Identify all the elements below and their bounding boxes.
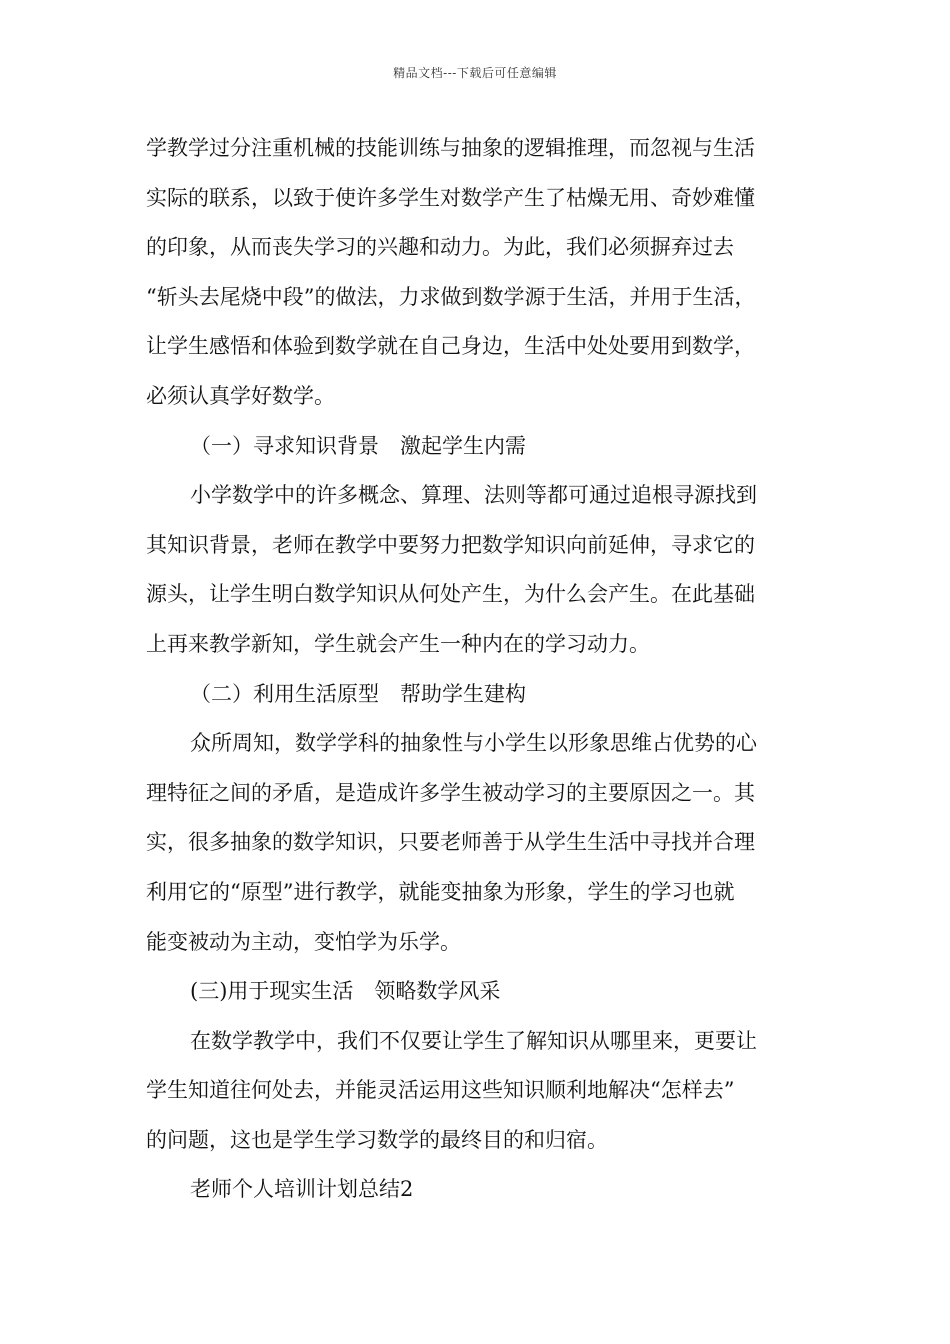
section-heading-2: （二）利用生活原型 帮助学生建构 [190, 681, 526, 706]
text-line: 必须认真学好数学。 [146, 383, 335, 408]
text-line: 小学数学中的许多概念、算理、法则等都可通过追根寻源找到 [190, 483, 757, 508]
section-heading-3: (三)用于现实生活 领略数学风采 [190, 979, 501, 1004]
text-line: 众所周知，数学学科的抽象性与小学生以形象思维占优势的心 [190, 731, 757, 756]
text-line: 其知识背景，老师在教学中要努力把数学知识向前延伸，寻求它的 [146, 532, 755, 557]
text-line: 利用它的“原型”进行教学，就能变抽象为形象，学生的学习也就 [146, 879, 735, 904]
page-header: 精品文档---下载后可任意编辑 [393, 66, 557, 80]
text-line: 让学生感悟和体验到数学就在自己身边，生活中处处要用到数学， [146, 334, 755, 359]
text-line: 实，很多抽象的数学知识，只要老师善于从学生生活中寻找并合理 [146, 830, 755, 855]
section-title: 老师个人培训计划总结2 [190, 1177, 414, 1202]
text-line: 学生知道往何处去，并能灵活运用这些知识顺利地解决“怎样去” [146, 1078, 735, 1103]
text-line: 实际的联系，以致于使许多学生对数学产生了枯燥无用、奇妙难懂 [146, 185, 755, 210]
text-line: 上再来教学新知，学生就会产生一种内在的学习动力。 [146, 631, 650, 656]
text-line: 在数学教学中，我们不仅要让学生了解知识从哪里来，更要让 [190, 1028, 757, 1053]
text-line: 学教学过分注重机械的技能训练与抽象的逻辑推理，而忽视与生活 [146, 136, 755, 160]
section-heading-1: （一）寻求知识背景 激起学生内需 [190, 433, 526, 458]
text-line: 的问题，这也是学生学习数学的最终目的和归宿。 [146, 1127, 608, 1152]
text-line: 的印象，从而丧失学习的兴趣和动力。为此，我们必须摒弃过去 [146, 235, 734, 260]
document-body [146, 124, 826, 1215]
text-line: 源头，让学生明白数学知识从何处产生，为什么会产生。在此基础 [146, 582, 755, 607]
text-line: 能变被动为主动，变怕学为乐学。 [146, 929, 461, 954]
text-line: 理特征之间的矛盾，是造成许多学生被动学习的主要原因之一。其 [146, 780, 755, 805]
text-line: “斩头去尾烧中段”的做法，力求做到数学源于生活，并用于生活， [146, 284, 756, 309]
